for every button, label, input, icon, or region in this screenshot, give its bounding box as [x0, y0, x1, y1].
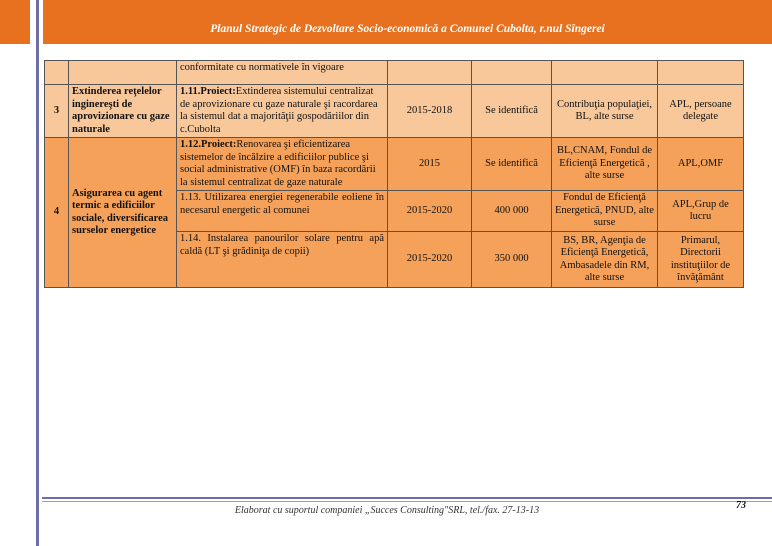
action-cell: conformitate cu normativele în vigoare: [177, 61, 388, 85]
objective-cell: Extinderea reţelelor inginereşti de aprovizionare cu gaze naturale: [69, 85, 177, 138]
period-cell: [388, 61, 472, 85]
responsible-cell: Primarul, Directorii instituţiilor de învăţământ: [658, 232, 744, 288]
responsible-cell: APL,Grup de lucru: [658, 191, 744, 232]
source-cell: BS, BR, Agenţia de Eficienţă Energetică, Ambasadele din RM, alte surse: [552, 232, 658, 288]
page-title: Planul Strategic de Dezvoltare Socio-economică a Comunei Cubolta, r.nul Sîngerei: [210, 23, 605, 35]
action-cell: [177, 138, 388, 191]
action-cell: [177, 85, 388, 138]
header-accent-block: [0, 0, 30, 44]
source-cell: Contribuţia populaţiei, BL, alte surse: [552, 85, 658, 138]
table-row: [45, 85, 744, 138]
responsible-cell: [658, 61, 744, 85]
row-number-cell: [45, 61, 69, 85]
footer-rule-thin: [42, 501, 772, 502]
project-label: 1.11.Proiect:: [180, 86, 236, 97]
period-cell: 2015: [388, 138, 472, 191]
source-cell: [552, 61, 658, 85]
responsible-cell: APL,OMF: [658, 138, 744, 191]
cost-cell: 350 000: [472, 232, 552, 288]
project-text: Extinderea sistemului centralizat de aprovizionare cu gaze naturale şi racordarea la sistemul dat a majorităţii gospodăriilor din c.Cubolta: [180, 86, 378, 135]
responsible-cell: APL, persoane delegate: [658, 85, 744, 138]
project-text: Renovarea şi eficientizarea sistemelor de încălzire a edificiilor publice şi social administrative (OMF) în baza racordării la sistemul centralizat de gaze naturale: [180, 139, 376, 188]
cost-cell: [472, 61, 552, 85]
header-bar: [43, 0, 772, 44]
cost-cell: 400 000: [472, 191, 552, 232]
strategy-table: [44, 60, 744, 288]
action-cell: 1.13. Utilizarea energiei regenerabile eoliene în necesarul energetic al comunei: [177, 191, 388, 232]
left-vertical-rule: [36, 0, 39, 546]
table-row: [45, 138, 744, 191]
action-cell: 1.14. Instalarea panourilor solare pentru apă caldă (LT şi grădiniţa de copii): [177, 232, 388, 288]
cost-cell: Se identifică: [472, 138, 552, 191]
footer-rule: [42, 497, 772, 499]
objective-cell: [69, 61, 177, 85]
table-row: [45, 61, 744, 85]
objective-cell: Asigurarea cu agent termic a edificiilor sociale, diversificarea surselor energetice: [69, 138, 177, 288]
period-cell: 2015-2020: [388, 191, 472, 232]
source-cell: Fondul de Eficienţă Energetică, PNUD, alte surse: [552, 191, 658, 232]
page-number: 73: [736, 500, 746, 511]
period-cell: 2015-2018: [388, 85, 472, 138]
source-cell: BL,CNAM, Fondul de Eficienţă Energetică , alte surse: [552, 138, 658, 191]
row-number-cell: 3: [45, 85, 69, 138]
period-cell: 2015-2020: [388, 232, 472, 288]
cost-cell: Se identifică: [472, 85, 552, 138]
footer-text: Elaborat cu suportul companiei „Succes Consulting"SRL, tel./fax. 27-13-13: [234, 505, 540, 516]
project-label: 1.12.Proiect:: [180, 139, 237, 150]
row-number-cell: 4: [45, 138, 69, 288]
